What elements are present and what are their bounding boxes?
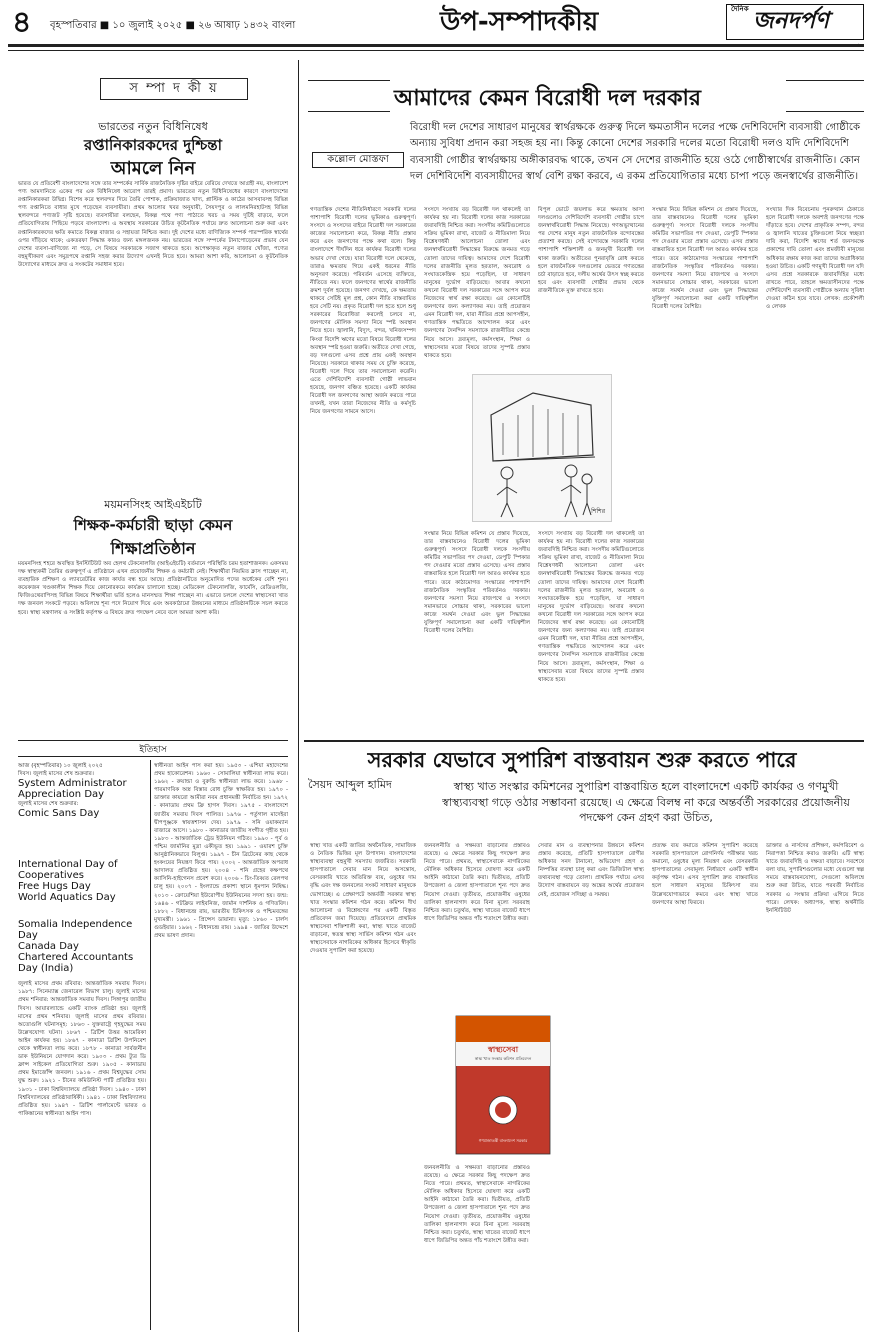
editorial-1-title-1: রপ্তানিকারকদের দুশ্চিন্তা xyxy=(84,136,222,154)
headline-rule-right-bottom xyxy=(786,111,864,112)
itihas-rule xyxy=(18,740,288,741)
itihas-date: আজ (বৃহস্পতিবার) ১০ জুলাই ২০২৫ xyxy=(18,763,103,769)
second-article-col-4: প্রত্যক্ষ ব্যয় কমাতে কমিশন সুপারিশ করেছে সরকারি হাসপাতালে রোগনির্ণয় পরীক্ষার খরচ কমানো, ওষুধের মূল্য নিয়ন্ত্রণ এবং বেসরকারি হাসপাতালের সেবামূল্য নির্ধারণে একটি স্বাধীন কর্তৃপক্ষ গঠন। এসব সুপারিশ দ্রুত বাস্তবায়িত হলে সাধারণ মানুষের চিকিৎসা ব্যয় উল্লেখযোগ্যভাবে কমবে এবং স্বাস্থ্য খাতে জনগণের আস্থা ফিরবে। xyxy=(652,843,758,906)
main-headline[interactable]: আমাদের কেমন বিরোধী দল দরকার xyxy=(394,86,702,111)
main-article-lead: বিরোধী দল দেশের সাধারণ মানুষের স্বার্থরক্ষকে গুরুত্ব দিলে ক্ষমতাসীন দলের পক্ষে দেশিবিদেশি ব্যবসায়ী গোষ্ঠীকে অন্যায় সুবিধা প্রদান করা সহজ হয় না। কিন্তু কোনো দেশের সরকারি দলের মতো বিরোধী দলও যদি দেশিবিদেশি ব্যবসায়ী গোষ্ঠীর স্বার্থরক্ষায় অঙ্গীকারবদ্ধ থাকে, তখন সে দেশের রাজনীতি হয়ে ওঠে গোষ্ঠীস্বার্থের রাজনীতি। কোন দল দেশিবিদেশি ব্যবসায়ীদের স্বার্থ বেশি রক্ষা করবে, এ রকম প্রতিযোগিতার মধ্যে চাপা পড়ে জনস্বার্থের রাজনীতি। xyxy=(410,122,861,183)
page-number: ৪ xyxy=(12,5,32,40)
main-article-byline: কল্লোল মোস্তফা xyxy=(312,152,404,168)
editorial-2-body: ময়মনসিংহ শহরে অবস্থিত ইনস্টিটিউট অব হেলথ টেকনোলজি (আইএইচটি) বর্তমানে পরিস্থিতি চরম হতাশাজনক। একসময় দক্ষ স্বাস্থ্যকর্মী তৈরির গুরুত্বপূর্ণ এ প্রতিষ্ঠানে এখন প্রয়োজনীয় শিক্ষক ও কর্মচারী নেই। শিক্ষার্থীরা নিয়মিত ক্লাস পাচ্ছেন না, ব্যবহারিক প্রশিক্ষণ ও ল্যাবরেটরির কাজ কার্যত বন্ধ হয়ে আছে। প্রতিষ্ঠানটিতে অনুমোদিত পদের অর্ধেকের বেশি শূন্য। কয়েকজন খণ্ডকালীন শিক্ষক দিয়ে কোনোরকমে কার্যক্রম চালানো হচ্ছে। মেডিকেল টেকনোলজি, ফার্মেসি, রেডিওলজি, ফিজিওথেরাপিসহ বিভিন্ন বিষয়ে শিক্ষার্থীরা ভর্তি হলেও মানসম্মত শিক্ষা পাচ্ছেন না। এভাবে চললে দেশের স্বাস্থ্যসেবা খাত দক্ষ জনবল সংকটে পড়বে। অবিলম্বে শূন্য পদে নিয়োগ দিয়ে এবং অবকাঠামো উন্নয়নের মাধ্যমে প্রতিষ্ঠানটিকে সচল করতে হবে। স্বাস্থ্য মন্ত্রণালয় ও সংশ্লিষ্ট কর্তৃপক্ষ এ বিষয়ে দ্রুত পদক্ষেপ নেবে বলে আমরা আশা করি। xyxy=(18,561,288,616)
itihas-intro: দিবস। জুলাই মাসের শেষ শুক্রবার। xyxy=(18,771,94,778)
editorial-label: স ম্পা দ কী য় xyxy=(100,78,248,100)
main-article-col-3: বিপুল ভোটে জয়লাভ করে ক্ষমতায় আসা দলগুলোও দেশিবিদেশি ব্যবসায়ী গোষ্ঠীর চাপে জনস্বার্থবিরোধী সিদ্ধান্ত নিয়েছে। গণঅভ্যুত্থানের পর দেশের মানুষ নতুন রাজনৈতিক বন্দোবস্তের প্রত্যাশা করছে। সেই বন্দোবস্তে সরকারি দলের পাশাপাশি শক্তিশালী ও জনমুখী বিরোধী দল থাকা জরুরি। অতীতের পুনরাবৃত্তি রোধ করতে হলে রাজনৈতিক দলগুলোর ভেতরে গণতন্ত্রের চর্চা বাড়াতে হবে, দলীয় অর্থের উৎস স্বচ্ছ করতে হবে এবং ব্যবসায়ী গোষ্ঠীর প্রভাব থেকে রাজনীতিকে মুক্ত রাখতে হবে। xyxy=(538,207,644,294)
second-article-col-1: স্বাস্থ্য খাত একটি জাতির অর্থনৈতিক, সামাজিক ও নৈতিক ভিত্তির মূল উপাদান। বাংলাদেশের স্বাস্থ্যব্যবস্থা বহুমুখী সমস্যায় জর্জরিত। সরকারি হাসপাতালে সেবার মান নিয়ে অসন্তোষ, বেসরকারি খাতে অতিরিক্ত ব্যয়, ওষুধের দাম বৃদ্ধি এবং দক্ষ জনবলের সংকট সাধারণ মানুষকে ভোগাচ্ছে। এ প্রেক্ষাপটে অন্তর্বর্তী সরকার স্বাস্থ্য খাত সংস্কার কমিশন গঠন করে। কমিশন দীর্ঘ আলোচনা ও বিশ্লেষণের পর একটি বিস্তৃত প্রতিবেদন জমা দিয়েছে। প্রতিবেদনে প্রাথমিক স্বাস্থ্যসেবা শক্তিশালী করা, স্বাস্থ্য খাতে বাজেট বাড়ানো, স্বতন্ত্র স্বাস্থ্য সার্ভিস কমিশন গঠন এবং স্বাস্থ্যসেবাকে নাগরিকের অধিকার হিসেবে স্বীকৃতি দেওয়ার সুপারিশ করা হয়েছে। xyxy=(310,843,416,955)
book-subtitle: স্বাস্থ্য খাত সংস্কার কমিশন প্রতিবেদন xyxy=(474,1056,532,1061)
editorial-1-body: ভারত যে প্রতিবেশী বাংলাদেশের সঙ্গে তার সম্পর্কের সার্বিক রাজনৈতিক দৃষ্টির বাইরে বেরিয়ে দেখতে আগ্রহী নয়, বাংলাদেশ পণ্য আমদানিতে একের পর এক বিধিনিষেধ আরোপ তারই প্রমাণ। ভারতের নতুন বিধিনিষেধের কারণে বাংলাদেশের রপ্তানিকারকরা উদ্বিগ্ন। বিশেষ করে স্থলবন্দর দিয়ে তৈরি পোশাক, প্রক্রিয়াজাত খাদ্য, প্লাস্টিক ও কাঠের আসবাবসহ বিভিন্ন পণ্য রপ্তানিতে বাধার মুখে পড়েছেন ব্যবসায়ীরা। প্রথম আলোর খবর অনুযায়ী, সৈয়দপুর ও লালমনিরহাটসহ বিভিন্ন স্থলবন্দরে পণ্যজট সৃষ্টি হয়েছে। ব্যবসায়ীরা বলছেন, বিকল্প পথে পণ্য পাঠাতে খরচ ও সময় দুটিই বাড়বে, ফলে প্রতিযোগিতায় পিছিয়ে পড়বে বাংলাদেশ। এ অবস্থায় সরকারের উচিত কূটনৈতিক পর্যায়ে দ্রুত আলোচনা শুরু করা এবং রপ্তানিকারকদের ক্ষতি কমাতে বিকল্প বাজার ও সহায়তা নিশ্চিত করা। দুই দেশের মধ্যে বাণিজ্যিক সম্পর্ক পারস্পরিক স্বার্থের ওপর দাঁড়িয়ে থাকে; একতরফা সিদ্ধান্ত কারও জন্য মঙ্গলজনক নয়। ভারতের সঙ্গে সম্পর্কের টানাপোড়েনের প্রভাব যেন দেশের ব্যবসা-বাণিজ্যে না পড়ে, সে বিষয়ে সরকারকে সজাগ থাকতে হবে। অপেক্ষাকৃত নতুন বাজার খোঁজা, পণ্যের বহুমুখীকরণ এবং সমুদ্রপথে রপ্তানি সহজ করার উদ্যোগ এখনই নিতে হবে। আমরা আশা করি, আলোচনা ও কূটনৈতিক উদ্যোগের মাধ্যমে দ্রুত এ সংকটের সমাধান হবে। xyxy=(18,181,288,268)
itihas-label: ইতিহাস xyxy=(139,745,167,755)
editorial-2-kicker: ময়মনসিংহ আইএইচটি xyxy=(104,498,202,511)
editorial-1-title-2: আমলে নিন xyxy=(110,158,196,179)
main-article-col-4: সংস্কার নিয়ে বিভিন্ন কমিশন যে প্রস্তাব দিয়েছে, তার বাস্তবায়নেও বিরোধী দলের ভূমিকা গুরুত্বপূর্ণ। সংসদে বিরোধী দলকে সংসদীয় কমিটির সভাপতির পদ দেওয়া, ডেপুটি স্পিকার পদ দেওয়ার মতো প্রস্তাব এসেছে। এসব প্রস্তাব বাস্তবায়িত হলে বিরোধী দল আরও কার্যকর হতে পারে। তবে কাঠামোগত সংস্কারের পাশাপাশি রাজনৈতিক সংস্কৃতির পরিবর্তনও দরকার। জনগণের সমস্যা নিয়ে রাজপথে ও সংসদে সমানভাবে সোচ্চার থাকা, সরকারের ভালো কাজে সমর্থন দেওয়া এবং ভুল সিদ্ধান্তের যুক্তিপূর্ণ সমালোচনা করা একটি দায়িত্বশীল বিরোধী দলের বৈশিষ্ট্য। xyxy=(424,531,530,635)
event-6: Somalia Independence Day xyxy=(18,919,133,942)
header-rule xyxy=(8,44,864,47)
book-title: স্বাস্থ্যসেবা xyxy=(487,1045,519,1054)
newspaper-logo[interactable] xyxy=(726,4,864,40)
itihas-col-2: স্বাধীনতা আইন পাস করা হয়। ১৯৫৩ - এশিয়া মহাদেশের প্রথম হাকোরেশন। ১৯৬০ - সোমালিয়া স্বাধীনতা লাভ করে। ১৯৬২ - রুয়ান্ডা ও বুরুন্ডি স্বাধীনতা লাভ করে। ১৯৬৮ - পারমাণবিক অস্ত্র বিস্তার রোধ চুক্তি স্বাক্ষরিত হয়। ১৯৭০ - ডাক্তার কায়রো আমীরা নবম প্রধানমন্ত্রী নির্বাচিত হন। ১৯৭২ - কানাডায় প্রথম ফ্রি হাগস দিবস। ১৯৭৫ - বাংলাদেশে জাতীয় সমবায় দিবস পালিত। ১৯৭৬ - পর্তুগাল মাদেইরা দ্বীপপুঞ্জকে স্বায়ত্তশাসন দেয়। ১৯৭৯ - সনি ওয়াকম্যান বাজারে আসে। ১৯৮০ - কানাডার জাতীয় সংগীত গৃহীত হয়। ১৯৮৩ - আন্তর্জাতিক ট্রেড ইউনিয়ন গঠিত। ১৯৯০ - পূর্ব ও পশ্চিম জার্মানির মুদ্রা একীভূত হয়। ১৯৯১ - ওয়ারশ চুক্তি আনুষ্ঠানিকভাবে বিলুপ্ত। ১৯৯৭ - চীন ব্রিটেনের কাছ থেকে হংকংয়ের নিয়ন্ত্রণ ফিরে পায়। ২০০২ - আন্তর্জাতিক অপরাধ আদালত প্রতিষ্ঠিত হয়। ২০০৪ - শনি গ্রহের কক্ষপথে ক্যাসিনি-হাইগেনস প্রবেশ করে। ২০০৬ - চিং-তিব্বত রেলপথ চালু হয়। ২০০৭ - ইংল্যান্ডে প্রকাশ্য স্থানে ধূমপান নিষিদ্ধ। ২০১৩ - ক্রোয়েশিয়া ইউরোপীয় ইউনিয়নের সদস্য হয়। জন্ম: ১৬৪৬ - গটফ্রিড লাইবনিজ, জার্মান দার্শনিক ও গণিতবিদ। ১৮৮২ - বিধানচন্দ্র রায়, ভারতীয় চিকিৎসক ও পশ্চিমবঙ্গের মুখ্যমন্ত্রী। ১৯৬১ - প্রিন্সেস ডায়ানা। মৃত্যু: ১৮৬০ - চার্লস গুডইয়ার। ১৯৬২ - বিধানচন্দ্র রায়। ১৯৯৪ - জাতির উদ্দেশে প্রথম ভাষণ প্রদান। xyxy=(154,763,288,939)
main-article-col-6: সংখ্যার দিক বিবেচনায় পুনরুত্থান ঠেকাতে হলে বিরোধী দলকে অবশ্যই জনগণের পক্ষে দাঁড়াতে হবে। দেশের প্রাকৃতিক সম্পদ, বন্দর ও জ্বালানি খাতের চুক্তিগুলো নিয়ে স্বচ্ছতা দাবি করা, বিদেশি ঋণের শর্ত জনসমক্ষে প্রকাশের দাবি তোলা এবং শ্রমজীবী মানুষের অধিকার রক্ষায় কাজ করা তাদের অগ্রাধিকার হওয়া উচিত। একটি গণমুখী বিরোধী দল যদি এসব প্রশ্নে সরকারকে জবাবদিহির মধ্যে রাখতে পারে, তাহলে ক্ষমতাসীনদের পক্ষে দেশিবিদেশি ব্যবসায়ী গোষ্ঠীকে অন্যায় সুবিধা দেওয়া কঠিন হয়ে যাবে। লেখক: প্রকৌশলী ও লেখক xyxy=(766,207,864,311)
book-footer: গণপ্রজাতন্ত্রী বাংলাদেশ সরকার xyxy=(478,1138,528,1143)
second-article-col-2b: জনবলনীতি ও সক্ষমতা বাড়ানোর প্রস্তাবও রয়েছে। এ ক্ষেত্রে সরকার কিছু পদক্ষেপ দ্রুত নিতে পারে। প্রথমত, স্বাস্থ্যসেবাকে নাগরিকের মৌলিক অধিকার হিসেবে ঘোষণা করে একটি আইনি কাঠামো তৈরি করা। দ্বিতীয়ত, প্রতিটি উপজেলা ও জেলা হাসপাতালে শূন্য পদে দ্রুত নিয়োগ দেওয়া। তৃতীয়ত, প্রয়োজনীয় ওষুধের তালিকা হালনাগাদ করে বিনা মূল্যে সরবরাহ নিশ্চিত করা। চতুর্থত, স্বাস্থ্য খাতের বাজেট ধাপে ধাপে জিডিপির অন্তত পাঁচ শতাংশে উন্নীত করা। xyxy=(424,1165,530,1244)
event-1: System Administrator Appreciation Day xyxy=(18,778,127,801)
cartoon-signature: শিশির xyxy=(591,508,605,515)
article-divider xyxy=(304,740,864,742)
itihas-filler: জুলাই মাসের শেষ শুক্রবার: xyxy=(18,801,79,808)
event-8: Chartered Accountants Day (India) xyxy=(18,952,134,975)
section-title: উপ-সম্পাদকীয় xyxy=(440,7,599,37)
itihas-rule-bottom xyxy=(18,756,288,757)
main-headline-box xyxy=(308,80,864,112)
itihas-col-1-body: জুলাই মাসের প্রথম রবিবার: আন্তর্জাতিক সমবায় দিবস। ১৯৮৭: সিনেম্যাক্স জেনারেল বিভাগ চালু। জুলাই মাসের প্রথম শনিবার: আন্তর্জাতিক সমবায় দিবস। সিঙ্গাপুর জাতীয় দিবস। আয়ারল্যান্ডে একটি ব্যাংক প্রতিষ্ঠা হয়। জুলাই মাসের প্রথম শনিবার। জুলাই মাসের প্রথম রবিবার। অতোগুলি ঘটনাসমূহ: ১৮৬৩ - যুক্তরাষ্ট্রে গৃহযুদ্ধের সময় উল্লেখযোগ্য ঘটনা। ১৮৬৭ - ব্রিটিশ উত্তর আমেরিকা আইন কার্যকর হয়। ১৮৬৭ - কানাডা ব্রিটিশ উপনিবেশ থেকে স্বাধীনতা লাভ করে। ১৮৭৮ - কানাডা সার্বজনীন ডাক ইউনিয়নে যোগদান করে। ১৯০৩ - প্রথম ট্যুর ডি ফ্রান্স সাইকেল প্রতিযোগিতা শুরু। ১৯০৫ - কানাডায় প্রথম ইমার্জেন্সি জনবল। ১৯১৬ - প্রথম বিশ্বযুদ্ধের সোম যুদ্ধ শুরু। ১৯২১ - চীনের কমিউনিস্ট পার্টি প্রতিষ্ঠিত হয়। ১৯৩১ - ঢাকা বিশ্ববিদ্যালয়ে প্রতিষ্ঠা দিবস। ১৯৪০ - ঢাকা বিশ্ববিদ্যালয়ের প্রতিষ্ঠাবার্ষিকী। ১৯৪১ - ঢাকা বিশ্ববিদ্যালয় প্রতিষ্ঠিত হয়। ১৯৪৭ - ব্রিটিশ পার্লামেন্টে ভারত ও পাকিস্তানের স্বাধীনতা আইন পাস। xyxy=(18,981,146,1117)
main-article-col-5: সংস্কার নিয়ে বিভিন্ন কমিশন যে প্রস্তাব দিয়েছে, তার বাস্তবায়নেও বিরোধী দলের ভূমিকা গুরুত্বপূর্ণ। সংসদে বিরোধী দলকে সংসদীয় কমিটির সভাপতির পদ দেওয়া, ডেপুটি স্পিকার পদ দেওয়ার মতো প্রস্তাব এসেছে। এসব প্রস্তাব বাস্তবায়িত হলে বিরোধী দল আরও কার্যকর হতে পারে। তবে কাঠামোগত সংস্কারের পাশাপাশি রাজনৈতিক সংস্কৃতির পরিবর্তনও দরকার। জনগণের সমস্যা নিয়ে রাজপথে ও সংসদে সমানভাবে সোচ্চার থাকা, সরকারের ভালো কাজে সমর্থন দেওয়া এবং ভুল সিদ্ধান্তের যুক্তিপূর্ণ সমালোচনা করা একটি দায়িত্বশীল বিরোধী দলের বৈশিষ্ট্য। xyxy=(652,207,758,311)
header-rule-thin xyxy=(8,50,864,51)
book-graphic xyxy=(452,1014,554,1158)
column-divider xyxy=(298,60,299,1332)
event-2: Comic Sans Day xyxy=(18,808,100,820)
event-7: Canada Day xyxy=(18,941,79,953)
headline-rule-left-bottom xyxy=(308,111,390,112)
itihas-col-1 xyxy=(18,762,146,1250)
event-3: International Day of Cooperatives xyxy=(18,859,118,882)
logo-wordmark: জনদর্পণ xyxy=(753,7,829,34)
itihas-divider xyxy=(150,760,151,1330)
second-article-lead: স্বাস্থ্য খাত সংস্কার কমিশনের সুপারিশ বাস্তবায়িত হলে বাংলাদেশে একটি কার্যকর ও গণমুখী স্বাস্থ্যব্যবস্থা গড়ে ওঠার সম্ভাবনা রয়েছে। এ ক্ষেত্রে বিলম্ব না করে অন্তর্বর্তী সরকারের প্রয়োজনীয় পদক্ষেপ কেন গ্রহণ করা উচিত, xyxy=(442,780,850,824)
main-article-col-2: সংসদে সংখ্যায় বড় বিরোধী দল থাকলেই তা কার্যকর হয় না। বিরোধী দলের কাজ সরকারের জবাবদিহি নিশ্চিত করা। সংসদীয় কমিটিগুলোতে সক্রিয় ভূমিকা রাখা, বাজেট ও নীতিমালা নিয়ে বিশ্লেষণধর্মী আলোচনা তোলা এবং জনস্বার্থবিরোধী সিদ্ধান্তের বিরুদ্ধে জনমত গড়ে তোলা তাদের দায়িত্ব। আমাদের দেশে বিরোধী দলের রাজনীতি মূলত হরতাল, অবরোধ ও সংঘাতকেন্দ্রিক হয়ে পড়েছিল, যা সাধারণ মানুষের দুর্ভোগ বাড়িয়েছে। আবার কখনো কখনো বিরোধী দল সরকারের সঙ্গে আপস করে নিজেদের স্বার্থ রক্ষা করেছে। এর কোনোটিই জনগণের জন্য কল্যাণকর নয়। তাই প্রয়োজন এমন বিরোধী দল, যারা নীতির প্রশ্নে আপসহীন, গণতান্ত্রিক পদ্ধতিতে আন্দোলন করে এবং জনগণের দৈনন্দিন সমস্যাকে রাজনীতির কেন্দ্রে নিয়ে আসে। দ্রব্যমূল্য, কর্মসংস্থান, শিক্ষা ও স্বাস্থ্যসেবার মতো বিষয়ে তাদের সুস্পষ্ট প্রস্তাব থাকতে হবে। xyxy=(424,207,530,359)
event-5: World Aquatics Day xyxy=(18,892,116,904)
main-article-col-1: গণতান্ত্রিক দেশের নীতিনির্ধারণে সরকারি দলের পাশাপাশি বিরোধী দলের ভূমিকাও গুরুত্বপূর্ণ। সংসদে ও সংসদের বাইরে বিরোধী দল সরকারের কাজের সমালোচনা করে, বিকল্প নীতি প্রস্তাব করে এবং জনগণের পক্ষে কথা বলে। কিন্তু বাংলাদেশে দীর্ঘদিন ধরে কার্যকর বিরোধী দলের অভাব দেখা গেছে। যারা বিরোধী দলে থেকেছে, তারাও ক্ষমতায় গিয়ে একই ধরনের নীতি অনুসরণ করেছে। পরিবর্তন এসেছে ব্যক্তিতে, নীতিতে নয়। ফলে জনগণের স্বার্থের রাজনীতি ক্রমশ দুর্বল হয়েছে। জনগণ দেখছে, কে ক্ষমতায় থাকবে সেটিই মূল প্রশ্ন, কোন নীতি বাস্তবায়িত হবে সেটি নয়। প্রকৃত বিরোধী দল হতে হলে শুধু সরকারের বিরোধিতা করলেই চলবে না, জনগণের মৌলিক সমস্যা নিয়ে স্পষ্ট অবস্থান নিতে হবে। জ্বালানি, বিদ্যুৎ, বন্দর, খনিজসম্পদ কিংবা বিদেশি ঋণের মতো বিষয়ে বিরোধী দলের অবস্থান স্পষ্ট হওয়া জরুরি। অতীতে দেখা গেছে, বড় দলগুলো এসব প্রশ্নে প্রায় একই অবস্থান নিয়েছে। সরকারে থাকার সময় যে চুক্তি করেছে, বিরোধী দলে গিয়ে তার সমালোচনা করেনি। এতে দেশিবিদেশি ব্যবসায়ী গোষ্ঠী লাভবান হয়েছে, জনগণ বঞ্চিত হয়েছে। একটি কার্যকর বিরোধী দল জনগণের আস্থা অর্জন করতে পারে তখনই, যখন তারা নিজেদের নীতি ও কর্মসূচি নিয়ে জনগণের সামনে আসে। xyxy=(310,207,416,416)
editorial-2-title-1: শিক্ষক-কর্মচারী ছাড়া কেমন xyxy=(73,516,233,534)
date-line: বৃহস্পতিবার ■ ১০ জুলাই ২০২৫ ■ ২৬ আষাঢ় ১৪৩২ বাংলা xyxy=(50,20,296,31)
headline-rule-right-top xyxy=(786,80,864,81)
headline-rule-left-top xyxy=(308,80,390,81)
cartoon-illustration xyxy=(472,374,612,522)
second-article-col-3: সেবার মান ও ব্যবস্থাপনার উন্নয়নে কমিশন প্রস্তাব করেছে, প্রতিটি হাসপাতালে রোগীর অধিকার সনদ টানানো, অভিযোগ গ্রহণ ও নিষ্পত্তির ব্যবস্থা চালু করা এবং ডিজিটাল স্বাস্থ্য তথ্যব্যবস্থা গড়ে তোলা। প্রাথমিক পর্যায়ে এসব উদ্যোগ বাস্তবায়নে বড় অঙ্কের অর্থের প্রয়োজন নেই, প্রয়োজন সদিচ্ছা ও সমন্বয়। xyxy=(538,843,644,898)
second-article-col-5: ডাক্তার ও নার্সদের প্রশিক্ষণ, কর্মপরিবেশ ও নিরাপত্তা নিশ্চিত করাও জরুরি। এটি স্বাস্থ্য খাতে জবাবদিহি ও দক্ষতা বাড়াবে। সবশেষে বলা যায়, সুপারিশগুলোর মধ্যে যেগুলো স্বল্প সময়ে বাস্তবায়নযোগ্য, সেগুলো অবিলম্বে শুরু করা উচিত, যাতে পরবর্তী নির্বাচিত সরকার এ সংস্কার প্রক্রিয়া এগিয়ে নিতে পারে। লেখক: অধ্যাপক, স্বাস্থ্য অর্থনীতি ইনস্টিটিউট xyxy=(766,843,864,914)
logo-prefix: দৈনিক xyxy=(731,5,749,13)
second-article-byline: সৈয়দ আব্দুল হামিদ xyxy=(308,778,392,791)
editorial-2-title-2: শিক্ষাপ্রতিষ্ঠান xyxy=(110,539,196,558)
second-article-col-2: জনবলনীতি ও সক্ষমতা বাড়ানোর প্রস্তাবও রয়েছে। এ ক্ষেত্রে সরকার কিছু পদক্ষেপ দ্রুত নিতে পারে। প্রথমত, স্বাস্থ্যসেবাকে নাগরিকের মৌলিক অধিকার হিসেবে ঘোষণা করে একটি আইনি কাঠামো তৈরি করা। দ্বিতীয়ত, প্রতিটি উপজেলা ও জেলা হাসপাতালে শূন্য পদে দ্রুত নিয়োগ দেওয়া। তৃতীয়ত, প্রয়োজনীয় ওষুধের তালিকা হালনাগাদ করে বিনা মূল্যে সরবরাহ নিশ্চিত করা। চতুর্থত, স্বাস্থ্য খাতের বাজেট ধাপে ধাপে জিডিপির অন্তত পাঁচ শতাংশে উন্নীত করা। xyxy=(424,843,530,922)
main-article-col-4b: সংসদে সংখ্যায় বড় বিরোধী দল থাকলেই তা কার্যকর হয় না। বিরোধী দলের কাজ সরকারের জবাবদিহি নিশ্চিত করা। সংসদীয় কমিটিগুলোতে সক্রিয় ভূমিকা রাখা, বাজেট ও নীতিমালা নিয়ে বিশ্লেষণধর্মী আলোচনা তোলা এবং জনস্বার্থবিরোধী সিদ্ধান্তের বিরুদ্ধে জনমত গড়ে তোলা তাদের দায়িত্ব। আমাদের দেশে বিরোধী দলের রাজনীতি মূলত হরতাল, অবরোধ ও সংঘাতকেন্দ্রিক হয়ে পড়েছিল, যা সাধারণ মানুষের দুর্ভোগ বাড়িয়েছে। আবার কখনো কখনো বিরোধী দল সরকারের সঙ্গে আপস করে নিজেদের স্বার্থ রক্ষা করেছে। এর কোনোটিই জনগণের জন্য কল্যাণকর নয়। তাই প্রয়োজন এমন বিরোধী দল, যারা নীতির প্রশ্নে আপসহীন, গণতান্ত্রিক পদ্ধতিতে আন্দোলন করে এবং জনগণের দৈনন্দিন সমস্যাকে রাজনীতির কেন্দ্রে নিয়ে আসে। দ্রব্যমূল্য, কর্মসংস্থান, শিক্ষা ও স্বাস্থ্যসেবার মতো বিষয়ে তাদের সুস্পষ্ট প্রস্তাব থাকতে হবে। xyxy=(538,531,644,683)
event-4: Free Hugs Day xyxy=(18,881,91,893)
cartoon-drawing xyxy=(473,375,613,523)
second-headline[interactable]: সরকার যেভাবে সুপারিশ বাস্তবায়ন শুরু করতে পারে xyxy=(367,748,797,772)
editorial-1-kicker: ভারতের নতুন বিধিনিষেধ xyxy=(98,120,208,133)
report-book-cover xyxy=(452,1014,554,1158)
